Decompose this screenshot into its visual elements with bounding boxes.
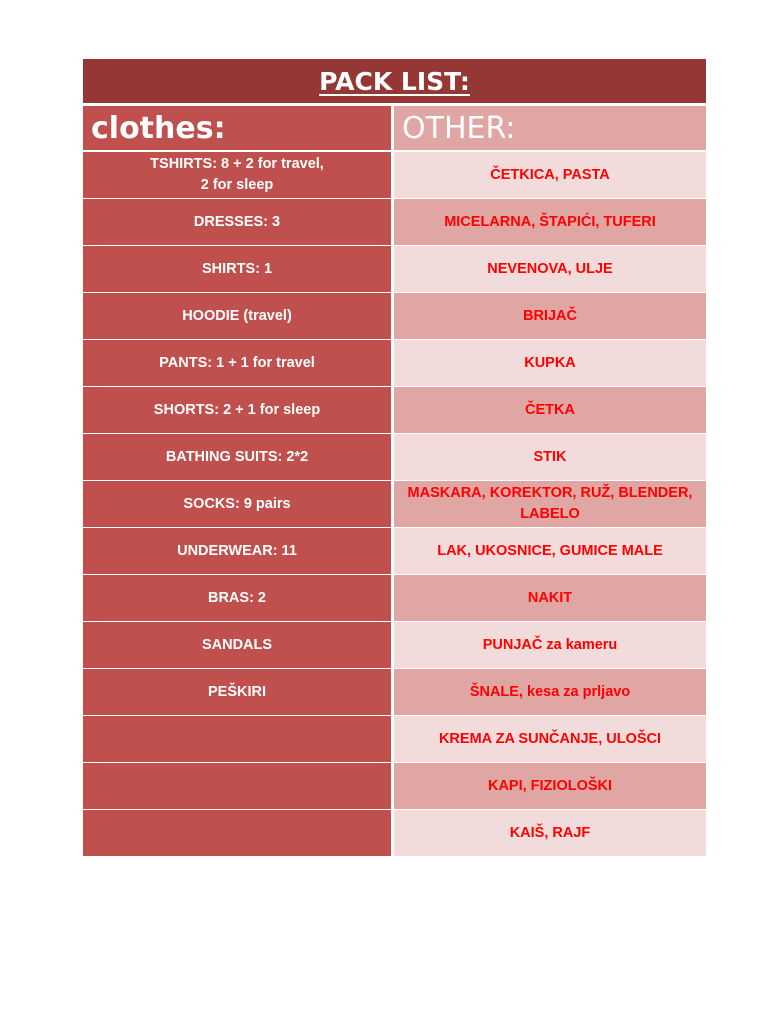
other-cell: ČETKICA, PASTA: [394, 152, 706, 198]
clothes-cell: UNDERWEAR: 11: [83, 528, 394, 574]
clothes-cell: SHIRTS: 1: [83, 246, 394, 292]
table-row: [83, 434, 706, 481]
clothes-cell: BATHING SUITS: 2*2: [83, 434, 394, 480]
clothes-cell: DRESSES: 3: [83, 199, 394, 245]
other-cell: KUPKA: [394, 340, 706, 386]
other-cell: NAKIT: [394, 575, 706, 621]
table-row: [83, 246, 706, 293]
clothes-cell: SOCKS: 9 pairs: [83, 481, 394, 527]
other-header: OTHER:: [394, 106, 706, 150]
other-cell: KAIŠ, RAJF: [394, 810, 706, 856]
other-cell: NEVENOVA, ULJE: [394, 246, 706, 292]
other-cell: LAK, UKOSNICE, GUMICE MALE: [394, 528, 706, 574]
table-row: [83, 340, 706, 387]
table-row: [83, 810, 706, 857]
other-cell: KAPI, FIZIOLOŠKI: [394, 763, 706, 809]
table-row: [83, 293, 706, 340]
table-row: [83, 575, 706, 622]
clothes-cell: [83, 763, 394, 809]
rows-container: [83, 152, 706, 857]
other-cell: MASKARA, KOREKTOR, RUŽ, BLENDER, LABELO: [394, 481, 706, 527]
table-row: [83, 387, 706, 434]
clothes-cell: PANTS: 1 + 1 for travel: [83, 340, 394, 386]
other-cell: ČETKA: [394, 387, 706, 433]
page-title: PACK LIST:: [83, 59, 706, 106]
pack-list-table: [83, 59, 706, 857]
other-cell: ŠNALE, kesa za prljavo: [394, 669, 706, 715]
clothes-cell: HOODIE (travel): [83, 293, 394, 339]
other-cell: PUNJAČ za kameru: [394, 622, 706, 668]
table-row: [83, 199, 706, 246]
table-row: [83, 528, 706, 575]
table-row: [83, 669, 706, 716]
other-cell: BRIJAČ: [394, 293, 706, 339]
clothes-cell: PEŠKIRI: [83, 669, 394, 715]
table-row: [83, 763, 706, 810]
other-cell: KREMA ZA SUNČANJE, ULOŠCI: [394, 716, 706, 762]
clothes-cell: BRAS: 2: [83, 575, 394, 621]
clothes-cell: [83, 810, 394, 856]
clothes-header: clothes:: [83, 106, 394, 150]
table-row: [83, 152, 706, 199]
table-row: [83, 716, 706, 763]
table-row: [83, 622, 706, 669]
clothes-cell: SHORTS: 2 + 1 for sleep: [83, 387, 394, 433]
table-row: [83, 481, 706, 528]
clothes-cell: SANDALS: [83, 622, 394, 668]
other-cell: MICELARNA, ŠTAPIĆI, TUFERI: [394, 199, 706, 245]
header-row: [83, 106, 706, 152]
other-cell: STIK: [394, 434, 706, 480]
clothes-cell: [83, 716, 394, 762]
clothes-cell: TSHIRTS: 8 + 2 for travel, 2 for sleep: [83, 152, 394, 198]
